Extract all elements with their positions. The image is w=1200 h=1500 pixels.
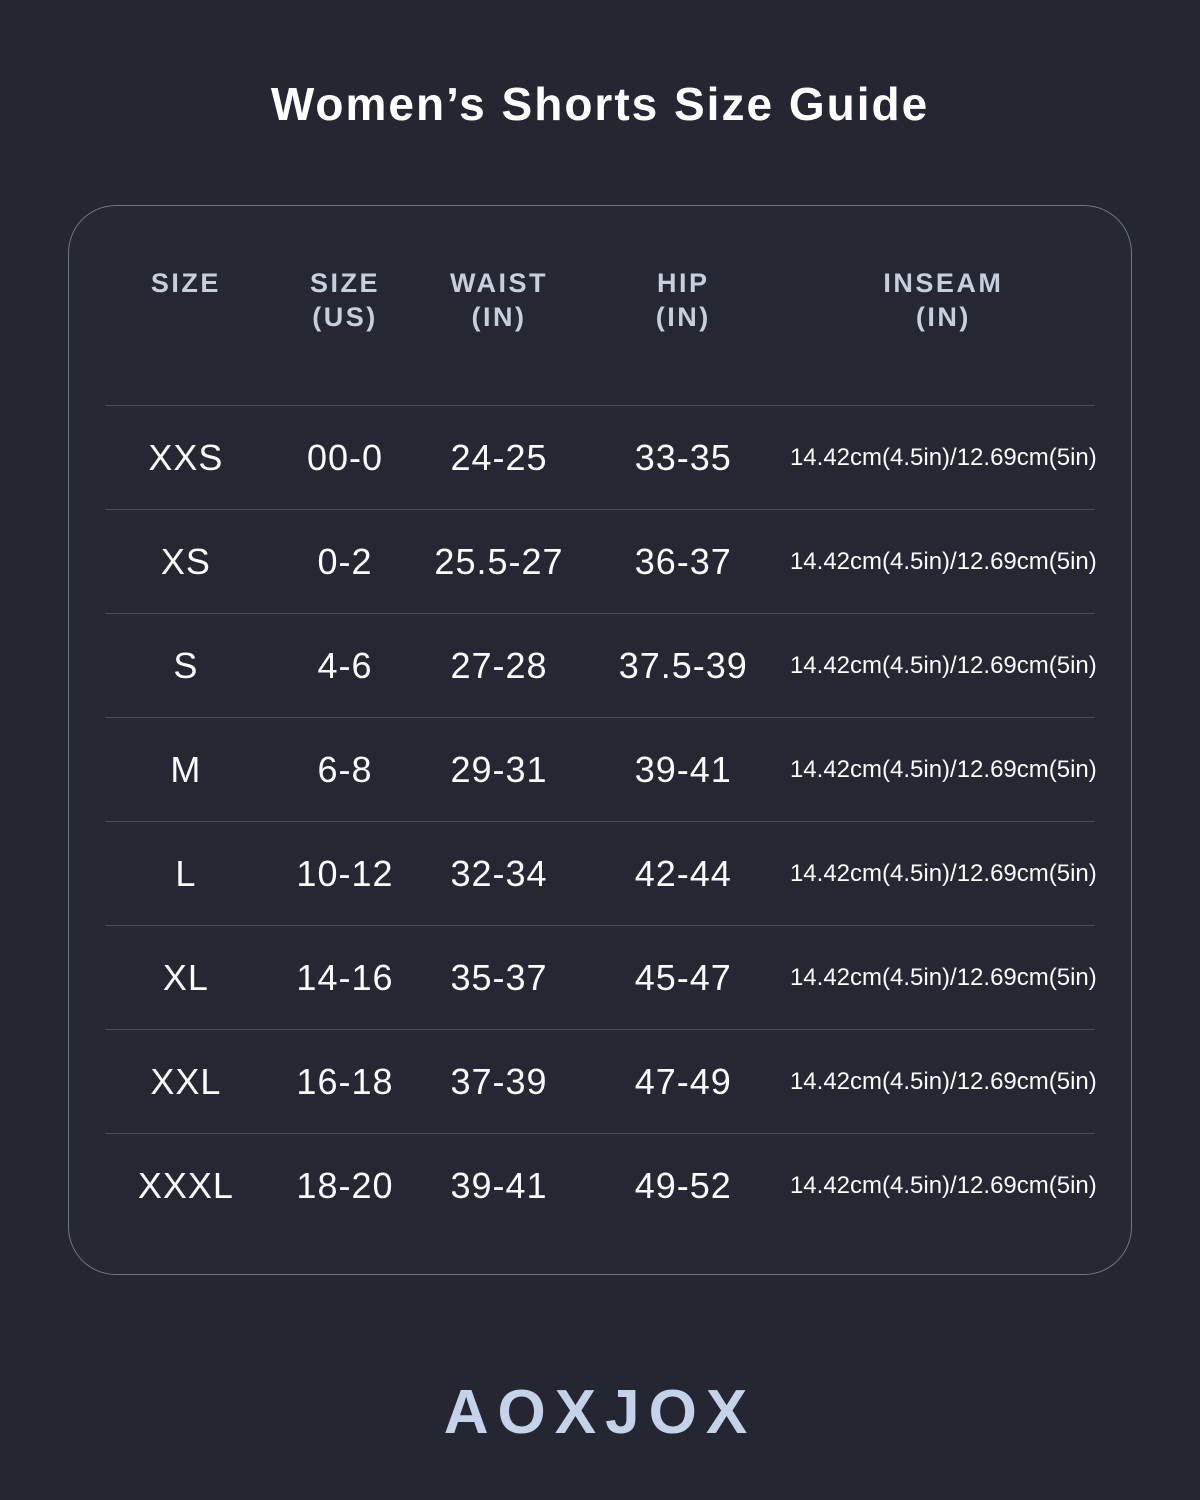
cell-size-us: 14-16 [296,956,394,998]
column-header-inseam-unit: (IN) [915,302,971,332]
cell-hip: 33-35 [634,436,732,478]
cell-inseam: 14.42cm(4.5in)/12.69cm(5in) [789,651,1097,679]
cell-size-us: 18-20 [296,1164,394,1206]
cell-size-us: 6-8 [317,748,373,790]
cell-size: XXXL [137,1164,234,1206]
cell-waist: 25.5-27 [434,540,564,582]
table-row-xs [95,510,1105,613]
cell-hip: 47-49 [634,1060,732,1102]
cell-size: XXL [150,1060,222,1102]
cell-size-us: 4-6 [317,644,373,686]
column-header-inseam [782,266,1105,334]
column-header-size-us-unit: (US) [312,302,378,332]
cell-hip: 36-37 [634,540,732,582]
column-header-size [95,266,277,300]
table-row-l [95,822,1105,925]
page-title: Women’s Shorts Size Guide [270,78,930,130]
column-header-hip-unit: (IN) [655,302,711,332]
table-row-xxl [95,1030,1105,1133]
cell-size-us: 10-12 [296,852,394,894]
cell-hip: 42-44 [634,852,732,894]
cell-size: L [175,852,197,894]
cell-hip: 49-52 [634,1164,732,1206]
cell-inseam: 14.42cm(4.5in)/12.69cm(5in) [789,859,1097,887]
cell-size: M [170,748,202,790]
table-row-xxs [95,406,1105,509]
cell-size: XL [162,956,209,998]
cell-hip: 37.5-39 [618,644,748,686]
cell-inseam: 14.42cm(4.5in)/12.69cm(5in) [789,443,1097,471]
column-header-hip [585,266,782,334]
cell-size-us: 0-2 [317,540,373,582]
cell-waist: 32-34 [450,852,548,894]
cell-waist: 29-31 [450,748,548,790]
column-header-size-us-label: SIZE [309,268,380,298]
table-row-s [95,614,1105,717]
cell-waist: 37-39 [450,1060,548,1102]
brand-logo: AOXJOX [443,1378,757,1447]
cell-hip: 45-47 [634,956,732,998]
cell-size: XXS [148,436,224,478]
column-header-waist-label: WAIST [449,268,548,298]
cell-size-us: 00-0 [306,436,383,478]
column-header-inseam-label: INSEAM [883,268,1004,298]
table-row-xl [95,926,1105,1029]
column-header-size-us [277,266,413,334]
cell-waist: 27-28 [450,644,548,686]
column-header-waist [413,266,585,334]
table-header-row [95,266,1105,405]
size-guide-panel [68,205,1132,1275]
cell-size: XS [160,540,211,582]
cell-waist: 24-25 [450,436,548,478]
cell-hip: 39-41 [634,748,732,790]
column-header-size-label: SIZE [150,268,221,298]
cell-waist: 39-41 [450,1164,548,1206]
table-row-m [95,718,1105,821]
cell-inseam: 14.42cm(4.5in)/12.69cm(5in) [789,963,1097,991]
cell-inseam: 14.42cm(4.5in)/12.69cm(5in) [789,755,1097,783]
cell-size: S [173,644,199,686]
cell-inseam: 14.42cm(4.5in)/12.69cm(5in) [789,1171,1097,1199]
cell-inseam: 14.42cm(4.5in)/12.69cm(5in) [789,547,1097,575]
column-header-hip-label: HIP [657,268,710,298]
cell-size-us: 16-18 [296,1060,394,1102]
column-header-waist-unit: (IN) [471,302,527,332]
cell-waist: 35-37 [450,956,548,998]
table-row-xxxl [95,1134,1105,1237]
cell-inseam: 14.42cm(4.5in)/12.69cm(5in) [789,1067,1097,1095]
